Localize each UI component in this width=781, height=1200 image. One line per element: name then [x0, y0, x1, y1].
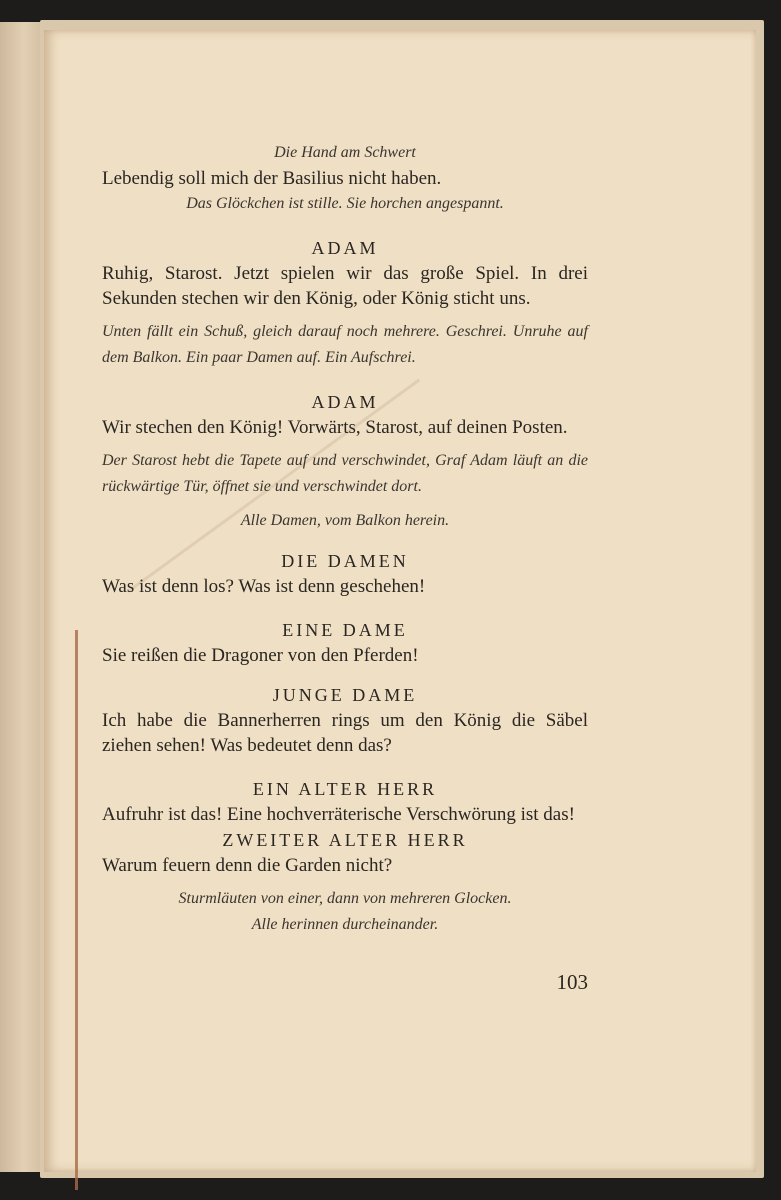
speaker-name: DIE DAMEN: [281, 551, 409, 571]
stage-direction: Unten fällt ein Schuß, gleich darauf noch mehrere. Geschrei. Unruhe auf dem Balkon. Ein paar Damen auf. Ein Aufschrei.: [102, 323, 588, 366]
gutter-binding-thread: [75, 630, 78, 1190]
speech-line: Ich habe die Bannerherren rings um den König die Säbel ziehen sehen! Was bedeutet denn das?: [102, 710, 588, 756]
stage-direction: Die Hand am Schwert: [274, 144, 416, 161]
speaker-name: EIN ALTER HERR: [252, 779, 438, 799]
speaker-name: ZWEITER ALTER HERR: [222, 830, 468, 850]
speech-line: Sie reißen die Dragoner von den Pferden!: [102, 645, 419, 666]
left-page-edge: [0, 22, 42, 1172]
speaker-name: ADAM: [311, 238, 379, 258]
page-number: 103: [556, 970, 588, 994]
stage-direction: Der Starost hebt die Tapete auf und verschwindet, Graf Adam läuft an die rückwärtige Tür, öffnet sie und verschwindet dort.: [102, 452, 588, 495]
speaker-name: ADAM: [311, 392, 379, 412]
speech-line: Was ist denn los? Was ist denn geschehen!: [102, 576, 426, 597]
stage-direction: Alle herinnen durcheinander.: [251, 916, 439, 933]
speech-line: Lebendig soll mich der Basilius nicht haben.: [102, 168, 442, 189]
speech-line: Warum feuern denn die Garden nicht?: [102, 855, 393, 876]
stage-direction: Das Glöckchen ist stille. Sie horchen angespannt.: [186, 195, 504, 212]
speech-line: Ruhig, Starost. Jetzt spielen wir das große Spiel. In drei Sekunden stechen wir den König, oder König sticht uns.: [102, 263, 588, 309]
page-text: [102, 140, 588, 938]
stage-direction: Sturmläuten von einer, dann von mehreren Glocken.: [178, 890, 512, 907]
speaker-name: EINE DAME: [282, 620, 408, 640]
speaker-name: JUNGE DAME: [272, 685, 418, 705]
speech-line: Aufruhr ist das! Eine hochverräterische Verschwörung ist das!: [102, 804, 575, 825]
speech-line: Wir stechen den König! Vorwärts, Starost, auf deinen Posten.: [102, 417, 568, 438]
stage-direction: Alle Damen, vom Balkon herein.: [240, 512, 450, 529]
